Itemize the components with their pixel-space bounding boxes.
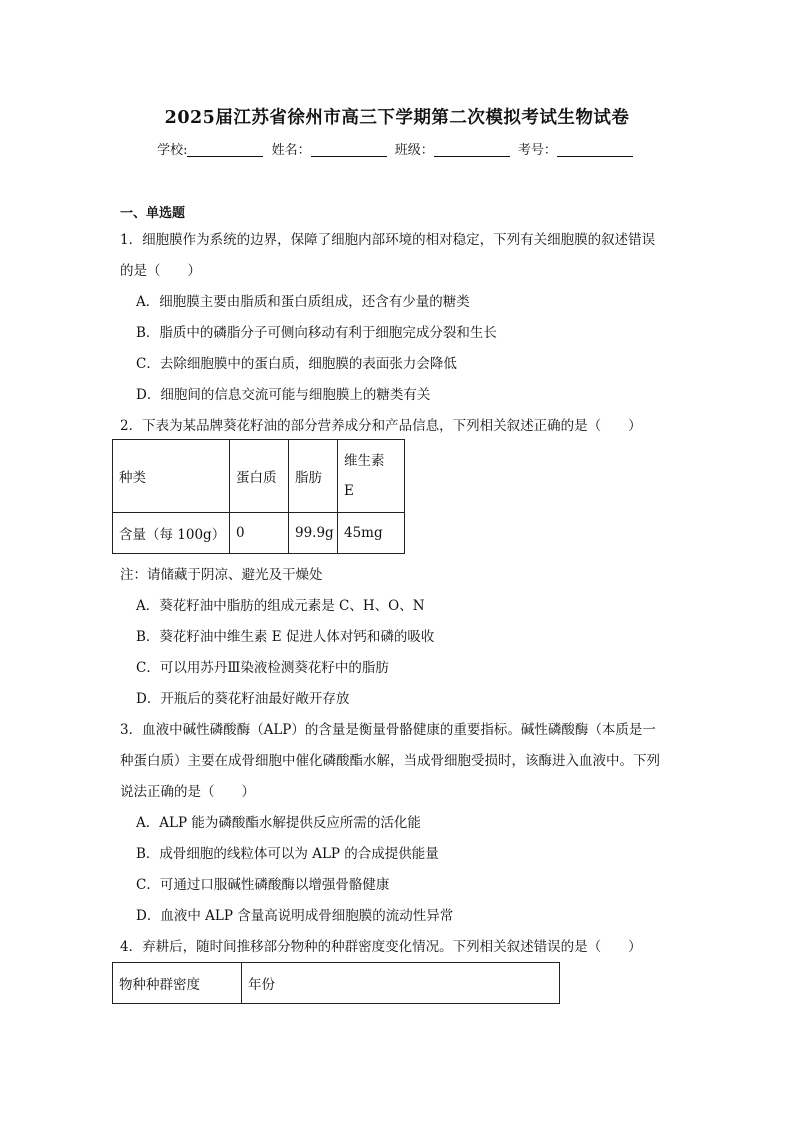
q3-option-b[interactable]: B．成骨细胞的线粒体可以为 ALP 的合成提供能量 [136, 846, 439, 862]
q1-option-d[interactable]: D．细胞间的信息交流可能与细胞膜上的糖类有关 [136, 387, 431, 403]
q1-option-c[interactable]: C．去除细胞膜中的蛋白质，细胞膜的表面张力会降低 [136, 356, 457, 372]
school-blank[interactable] [187, 142, 263, 157]
name-blank[interactable] [311, 142, 387, 157]
q1-option-b[interactable]: B．脂质中的磷脂分子可侧向移动有利于细胞完成分裂和生长 [136, 325, 497, 341]
table-header-cell: 蛋白质 [230, 440, 289, 513]
q2-option-b[interactable]: B．葵花籽油中维生素 E 促进人体对钙和磷的吸收 [136, 629, 435, 645]
q1-stem-line1: 1．细胞膜作为系统的边界，保障了细胞内部环境的相对稳定，下列有关细胞膜的叙述错误 [120, 232, 656, 248]
table-cell: 45mg [338, 513, 405, 554]
q2-option-c[interactable]: C．可以用苏丹Ⅲ染液检测葵花籽中的脂肪 [136, 660, 389, 676]
table-header-cell: 物种种群密度 [113, 963, 242, 1004]
vitamin-e-label-line2: E [344, 483, 354, 499]
school-label: 学校: [157, 143, 188, 158]
q1-option-a[interactable]: A．细胞膜主要由脂质和蛋白质组成，还含有少量的糖类 [136, 294, 470, 310]
population-density-table [112, 962, 560, 1004]
exam-number-blank[interactable] [557, 142, 633, 157]
table-cell: 含量（每 100g） [113, 513, 230, 554]
table-header-cell: 种类 [113, 440, 230, 513]
class-blank[interactable] [434, 142, 510, 157]
q2-option-a[interactable]: A．葵花籽油中脂肪的组成元素是 C、H、O、N [136, 598, 425, 614]
table-cell: 99.9g [289, 513, 338, 554]
table-header-cell: 年份 [242, 963, 560, 1004]
section-heading: 一、单选题 [120, 206, 186, 221]
q2-option-d[interactable]: D．开瓶后的葵花籽油最好敞开存放 [136, 691, 350, 707]
table-header-cell: 脂肪 [289, 440, 338, 513]
q3-option-d[interactable]: D．血液中 ALP 含量高说明成骨细胞膜的流动性异常 [136, 908, 454, 924]
q4-stem: 4．弃耕后，随时间推移部分物种的种群密度变化情况。下列相关叙述错误的是（ ） [120, 939, 642, 955]
name-label: 姓名： [271, 143, 311, 158]
q3-stem-line2: 种蛋白质）主要在成骨细胞中催化磷酸酯水解，当成骨细胞受损时，该酶进入血液中。下列 [120, 753, 660, 769]
exam-number-label: 考号： [517, 143, 557, 158]
q1-stem-line2: 的是（ ） [120, 263, 201, 279]
student-info-line [0, 139, 794, 158]
vitamin-e-label-line1: 维生素 [344, 453, 385, 469]
q2-note: 注：请储藏于阴凉、避光及干燥处 [120, 567, 323, 583]
q2-stem: 2．下表为某品牌葵花籽油的部分营养成分和产品信息，下列相关叙述正确的是（ ） [120, 418, 642, 434]
exam-title: 2025届江苏省徐州市高三下学期第二次模拟考试生物试卷 [164, 108, 630, 128]
q3-stem-line1: 3．血液中碱性磷酸酶（ALP）的含量是衡量骨骼健康的重要指标。碱性磷酸酶（本质是一 [120, 722, 656, 738]
table-header-cell [338, 440, 405, 513]
class-label: 班级： [394, 143, 434, 158]
q3-option-c[interactable]: C．可通过口服碱性磷酸酶以增强骨骼健康 [136, 877, 390, 893]
q3-stem-line3: 说法正确的是（ ） [120, 784, 255, 800]
table-cell: 0 [230, 513, 289, 554]
q3-option-a[interactable]: A．ALP 能为磷酸酯水解提供反应所需的活化能 [136, 815, 421, 831]
nutrition-table [112, 439, 405, 554]
